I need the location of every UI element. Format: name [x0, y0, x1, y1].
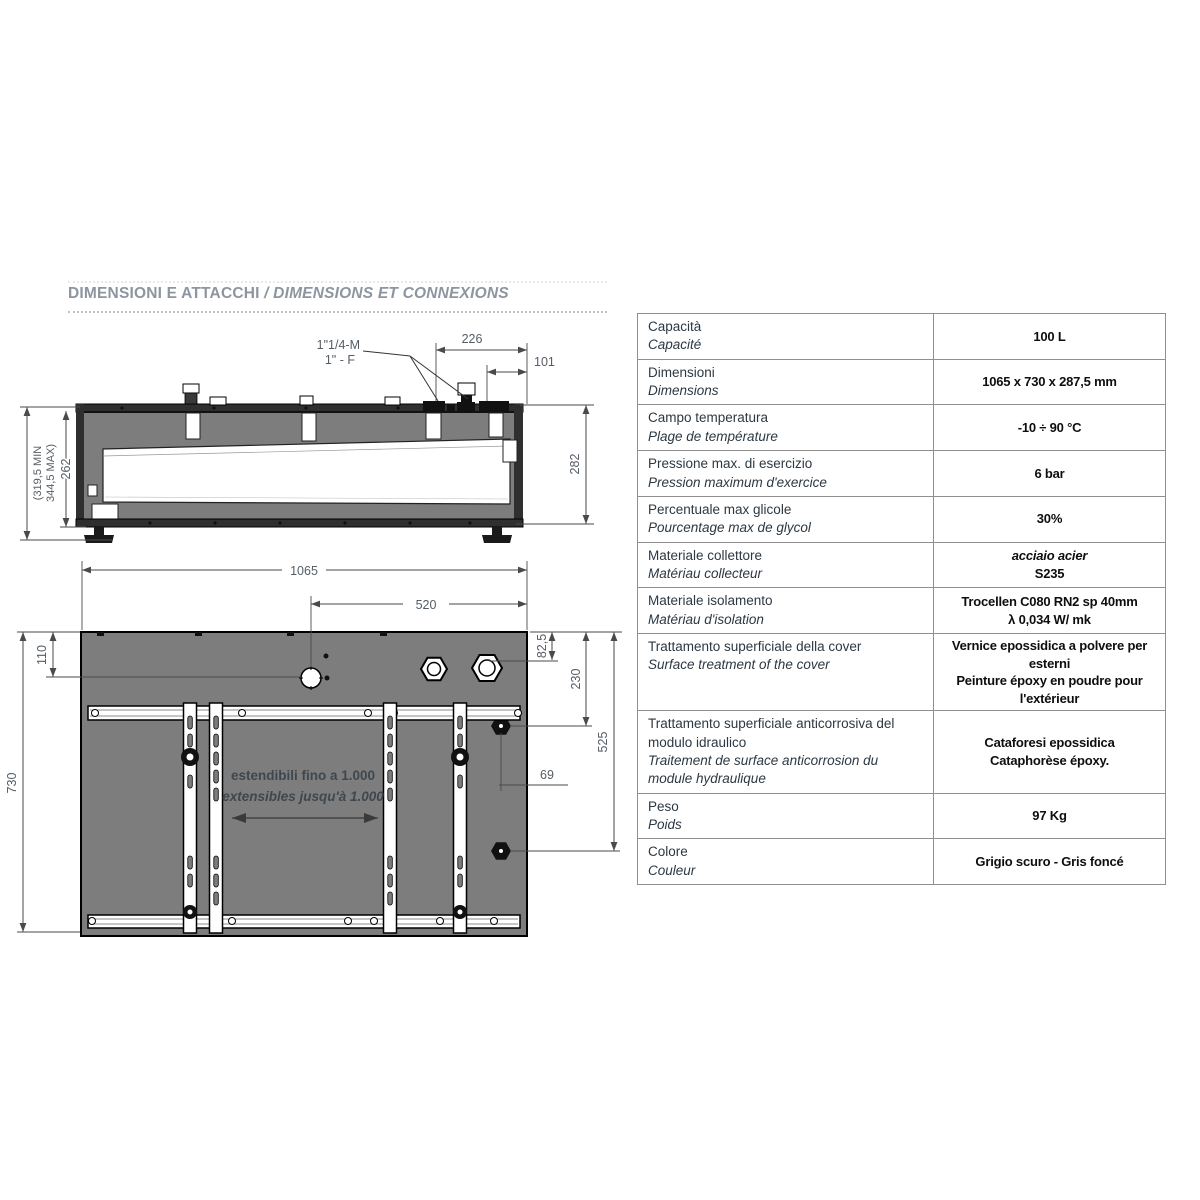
rail-vertical-3: [384, 703, 397, 933]
spec-value-line: Grigio scuro - Gris foncé: [975, 853, 1124, 869]
spec-value-line: 1065 x 730 x 287,5 mm: [982, 374, 1117, 390]
spec-value-line: 6 bar: [1034, 465, 1065, 481]
dim-label-1065: 1065: [290, 564, 318, 578]
spec-value-line: Cataphorèse époxy.: [990, 752, 1109, 768]
table-row: [638, 711, 1165, 793]
spec-label-it: Campo temperatura: [648, 410, 769, 426]
spec-label-fr: Matériau d'isolation: [648, 611, 764, 627]
spec-label-fr: Pression maximum d'exercice: [648, 474, 827, 490]
spec-value-line: λ 0,034 W/ mk: [1008, 611, 1091, 627]
spec-label-it: Dimensioni: [648, 364, 715, 380]
spec-label-cell: [638, 588, 934, 633]
spec-value-cell: [934, 543, 1165, 588]
dim-label-282: 282: [568, 453, 582, 475]
spec-label-cell: [638, 839, 934, 884]
foot-left: [84, 527, 114, 543]
spec-value-cell: [934, 634, 1165, 710]
table-row: [638, 451, 1165, 497]
spec-label-fr: Traitement de surface anticorrosion du module hydraulique: [648, 752, 879, 787]
top-view-body: [81, 632, 527, 936]
spec-label-fr: Dimensions: [648, 383, 719, 399]
spec-value-line: 100 L: [1033, 328, 1066, 344]
spec-label-fr: Pourcentage max de glycol: [648, 520, 811, 536]
spec-label-it: Peso: [648, 798, 679, 814]
table-row: [638, 794, 1165, 840]
table-row: [638, 634, 1165, 711]
dim-label-344-max: 344,5 MAX): [45, 443, 57, 503]
section-title-it: DIMENSIONI E ATTACCHI: [68, 285, 260, 302]
extensible-note-it: estendibili fino a 1.000: [230, 768, 376, 783]
table-row: [638, 314, 1165, 360]
spec-label-cell: [638, 360, 934, 405]
dim-label-319-min: (319,5 MIN: [32, 445, 44, 501]
spec-label-it: Colore: [648, 844, 688, 860]
section-title-separator: /: [259, 285, 274, 302]
spec-label-cell: [638, 405, 934, 450]
table-row: [638, 405, 1165, 451]
table-row: [638, 360, 1165, 406]
spec-label-cell: [638, 794, 934, 839]
hex-fitting-large: [472, 655, 502, 681]
dim-label-226: 226: [461, 332, 483, 346]
spec-label-cell: [638, 451, 934, 496]
table-row: [638, 588, 1165, 634]
spec-label-it: Materiale isolamento: [648, 593, 773, 609]
rail-vertical-1: [181, 703, 199, 933]
spec-label-fr: Matériau collecteur: [648, 565, 763, 581]
dim-label-730: 730: [5, 772, 19, 794]
spec-label-fr: Plage de température: [648, 428, 778, 444]
dim-label-525: 525: [596, 731, 610, 753]
spec-label-fr: Surface treatment of the cover: [648, 657, 830, 673]
dim-label-230: 230: [569, 668, 583, 690]
dim-label-69: 69: [540, 768, 554, 782]
connection-label-line2: 1" - F: [324, 353, 355, 367]
spec-value-line: Trocellen C080 RN2 sp 40mm: [961, 594, 1138, 610]
side-view: [20, 332, 594, 543]
spec-label-fr: Poids: [648, 817, 682, 833]
spec-value-line: acciaio acier: [1011, 548, 1088, 564]
dim-label-110: 110: [35, 645, 49, 665]
spec-value-line: Peinture époxy en poudre pour l'extérieur: [956, 673, 1143, 706]
spec-value-line: Cataforesi epossidica: [984, 735, 1115, 751]
spec-label-fr: Couleur: [648, 862, 696, 878]
rail-vertical-4: [451, 703, 469, 933]
spec-value-line: 30%: [1036, 511, 1063, 527]
spec-label-cell: [638, 497, 934, 542]
dim-label-82-5: 82,5: [535, 633, 549, 659]
spec-label-it: Pressione max. di esercizio: [648, 456, 813, 472]
spec-label-cell: [638, 543, 934, 588]
spec-value-line: 97 Kg: [1032, 808, 1067, 824]
spec-label-it: Percentuale max glicole: [648, 501, 792, 517]
dim-label-520: 520: [415, 598, 437, 612]
section-title-fr: DIMENSIONS ET CONNEXIONS: [273, 285, 509, 302]
spec-label-cell: [638, 711, 934, 792]
spec-value-cell: [934, 588, 1165, 633]
spec-value-cell: [934, 794, 1165, 839]
spec-label-it: Trattamento superficiale della cover: [648, 639, 862, 655]
spec-value-line: Vernice epossidica a polvere per esterni: [951, 638, 1148, 671]
spec-value-cell: [934, 711, 1165, 792]
foot-right: [482, 527, 512, 543]
hex-fitting-small: [421, 658, 447, 681]
spec-value-line: -10 ÷ 90 °C: [1017, 420, 1082, 436]
side-view-body: [76, 383, 523, 543]
spec-value-line: S235: [1034, 565, 1065, 581]
spec-label-it: Materiale collettore: [648, 547, 763, 563]
top-view: [5, 561, 622, 936]
spec-label-cell: [638, 314, 934, 359]
spec-value-cell: [934, 314, 1165, 359]
spec-value-cell: [934, 360, 1165, 405]
dim-label-101: 101: [534, 355, 555, 369]
spec-value-cell: [934, 839, 1165, 884]
table-row: [638, 839, 1165, 885]
rail-vertical-2: [210, 703, 223, 933]
insulation-band: [103, 439, 510, 504]
spec-label-it: Trattamento superficiale anticorrosiva del modulo idraulico: [648, 716, 895, 750]
connection-label-line1: 1"1/4-M: [316, 338, 360, 352]
spec-table: [637, 313, 1166, 885]
table-row: [638, 543, 1165, 589]
table-row: [638, 497, 1165, 543]
spec-label-fr: Capacité: [648, 337, 702, 353]
dim-label-262: 262: [59, 458, 73, 480]
spec-table-body: [638, 314, 1165, 885]
spec-value-cell: [934, 405, 1165, 450]
spec-label-it: Capacità: [648, 319, 702, 334]
spec-value-cell: [934, 451, 1165, 496]
spec-value-cell: [934, 497, 1165, 542]
extensible-note-fr: extensibles jusqu'à 1.000: [222, 789, 384, 804]
spec-label-cell: [638, 634, 934, 710]
